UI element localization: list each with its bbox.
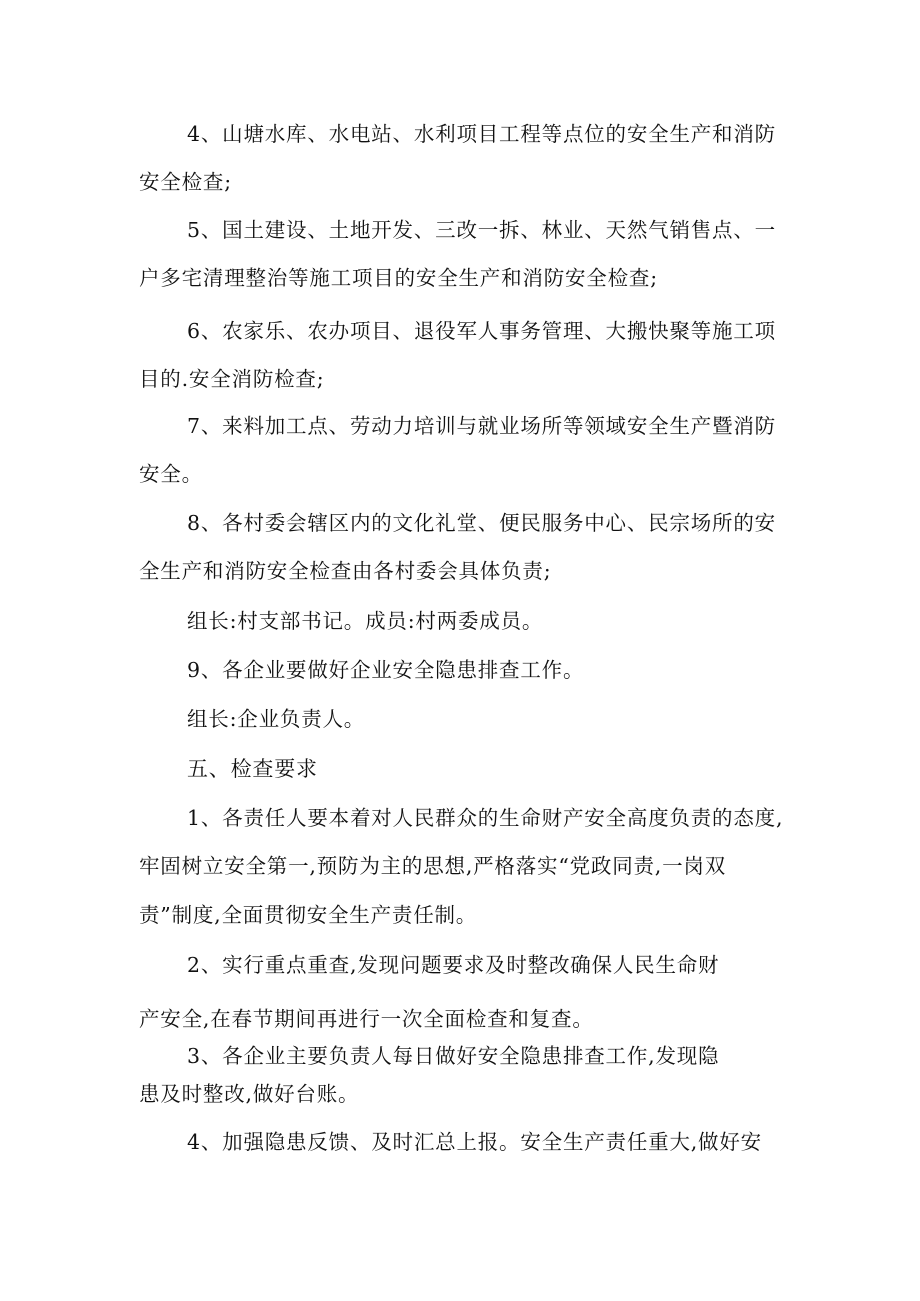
paragraph-line: 产安全,在春节期间再进行一次全面检查和复查。 <box>139 1007 594 1031</box>
paragraph-line: 3、各企业主要负责人每日做好安全隐患排查工作,发现隐 <box>187 1044 720 1068</box>
paragraph-line: 6、农家乐、农办项目、退役军人事务管理、大搬快聚等施工项 <box>187 319 776 343</box>
paragraph-line: 2、实行重点重查,发现问题要求及时整改确保人民生命财 <box>187 953 720 977</box>
paragraph-line: 目的.安全消防检查; <box>139 367 325 391</box>
paragraph-line: 7、来料加工点、劳动力培训与就业场所等领域安全生产暨消防 <box>187 414 776 438</box>
paragraph-line: 牢固树立安全第一,预防为主的思想,严格落实“党政同责,一岗双 <box>139 854 727 878</box>
section-heading: 五、检查要求 <box>187 757 318 781</box>
paragraph-line: 4、加强隐患反馈、及时汇总上报。安全生产责任重大,做好安 <box>187 1130 762 1154</box>
paragraph-line: 4、山塘水库、水电站、水利项目工程等点位的安全生产和消防 <box>187 122 776 146</box>
paragraph-line: 9、各企业要做好企业安全隐患排查工作。 <box>187 658 585 682</box>
paragraph-line: 全生产和消防安全检查由各村委会具体负责; <box>139 559 552 583</box>
paragraph-line: 安全检查; <box>139 170 232 194</box>
paragraph-line: 1、各责任人要本着对人民群众的生命财产安全高度负责的态度, <box>187 806 784 830</box>
paragraph-line: 责”制度,全面贯彻安全生产责任制。 <box>139 903 478 927</box>
paragraph-line: 安全。 <box>139 462 203 486</box>
paragraph-line: 患及时整改,做好台账。 <box>139 1082 360 1106</box>
paragraph-line: 8、各村委会辖区内的文化礼堂、便民服务中心、民宗场所的安 <box>187 511 776 535</box>
paragraph-line: 组长:企业负责人。 <box>187 707 366 731</box>
paragraph-line: 户多宅清理整治等施工项目的安全生产和消防安全检查; <box>139 266 658 290</box>
paragraph-line: 组长:村支部书记。成员:村两委成员。 <box>187 609 544 633</box>
paragraph-line: 5、国土建设、土地开发、三改一拆、林业、天然气销售点、一 <box>187 218 776 242</box>
